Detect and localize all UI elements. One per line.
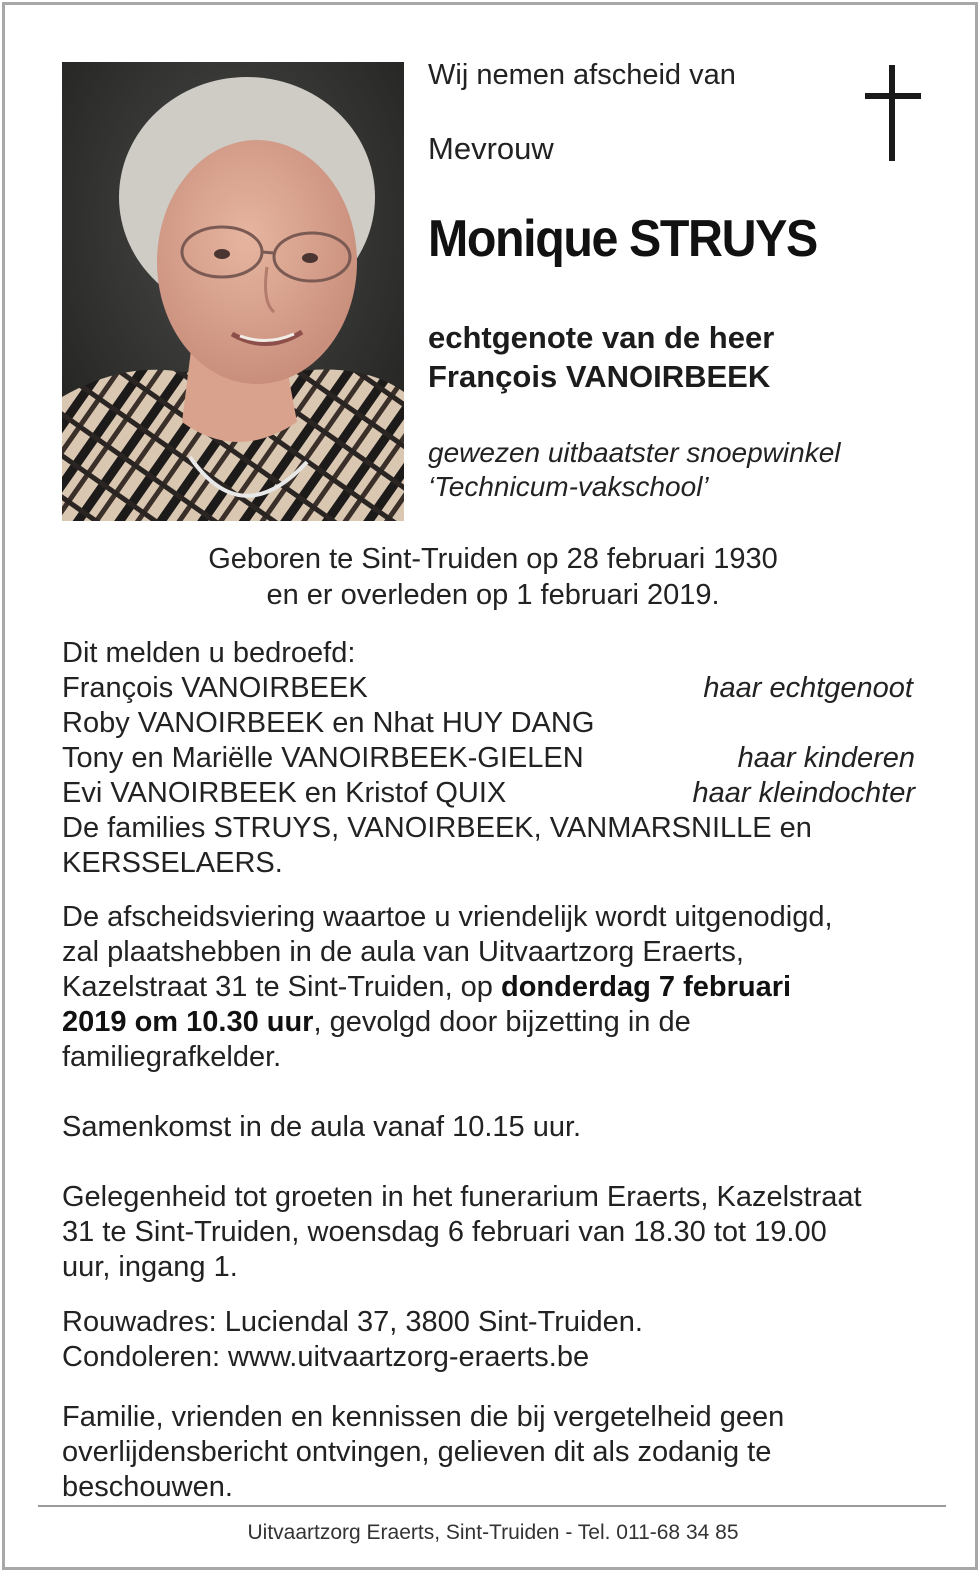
mourning-address: Rouwadres: Luciendal 37, 3800 Sint-Truiden. [62,1306,643,1338]
ceremony-line-text: Kazelstraat 31 te Sint-Truiden, op [62,971,501,1003]
ceremony-time: 2019 om 10.30 uur [62,1006,314,1038]
intro-text: Wij nemen afscheid van [428,59,736,91]
birth-line: Geboren te Sint-Truiden op 28 februari 1930 [208,543,778,575]
ceremony-line: zal plaatshebben in de aula van Uitvaartzorg Eraerts, [62,936,744,968]
ceremony-date: donderdag 7 februari [501,971,792,1003]
announcer-relation: haar kleindochter [692,777,915,809]
honorific: Mevrouw [428,131,554,166]
footer-divider [38,1505,946,1507]
announcer-names: KERSSELAERS. [62,847,283,879]
occupation-line: ‘Technicum-vakschool’ [428,471,709,502]
gathering-text: Samenkomst in de aula vanaf 10.15 uur. [62,1111,582,1143]
deceased-name: Monique STRUYS [428,210,817,268]
cross-icon-bar [865,93,921,99]
announcer-names: François VANOIRBEEK [62,672,368,704]
cross-icon [889,65,895,161]
condolences-link[interactable]: Condoleren: www.uitvaartzorg-eraerts.be [62,1341,590,1373]
announcer-relation: haar kinderen [737,742,915,774]
announcer-names: Roby VANOIRBEEK en Nhat HUY DANG [62,707,595,739]
visitation-line: uur, ingang 1. [62,1251,238,1283]
visitation-line: Gelegenheid tot groeten in het funerarium Eraerts, Kazelstraat [62,1181,862,1213]
announcers-heading: Dit melden u bedroefd: [62,637,356,669]
closing-line: overlijdensbericht ontvingen, gelieven dit als zodanig te [62,1436,772,1468]
announcer-relation: haar echtgenoot [703,672,913,704]
spouse-name: François VANOIRBEEK [428,359,771,394]
closing-line: Familie, vrienden en kennissen die bij vergetelheid geen [62,1401,785,1433]
ceremony-line [62,1006,691,1039]
portrait-photo [62,62,404,521]
announcer-names: De families STRUYS, VANOIRBEEK, VANMARSNILLE en [62,812,812,844]
death-line: en er overleden op 1 februari 2019. [266,579,720,611]
ceremony-line: De afscheidsviering waartoe u vriendelijk wordt uitgenodigd, [62,901,833,933]
ceremony-line [62,971,791,1004]
spouse-relation: echtgenote van de heer [428,320,775,355]
announcer-names: Evi VANOIRBEEK en Kristof QUIX [62,777,507,809]
announcer-names: Tony en Mariëlle VANOIRBEEK-GIELEN [62,742,584,774]
occupation-line: gewezen uitbaatster snoepwinkel [428,437,841,468]
obituary-card [2,2,978,1570]
footer-text: Uitvaartzorg Eraerts, Sint-Truiden - Tel. 011-68 34 85 [247,1521,739,1544]
ceremony-line: familiegrafkelder. [62,1041,282,1073]
ceremony-line-text: , gevolgd door bijzetting in de [313,1006,691,1038]
closing-line: beschouwen. [62,1471,233,1503]
visitation-line: 31 te Sint-Truiden, woensdag 6 februari van 18.30 tot 19.00 [62,1216,827,1248]
